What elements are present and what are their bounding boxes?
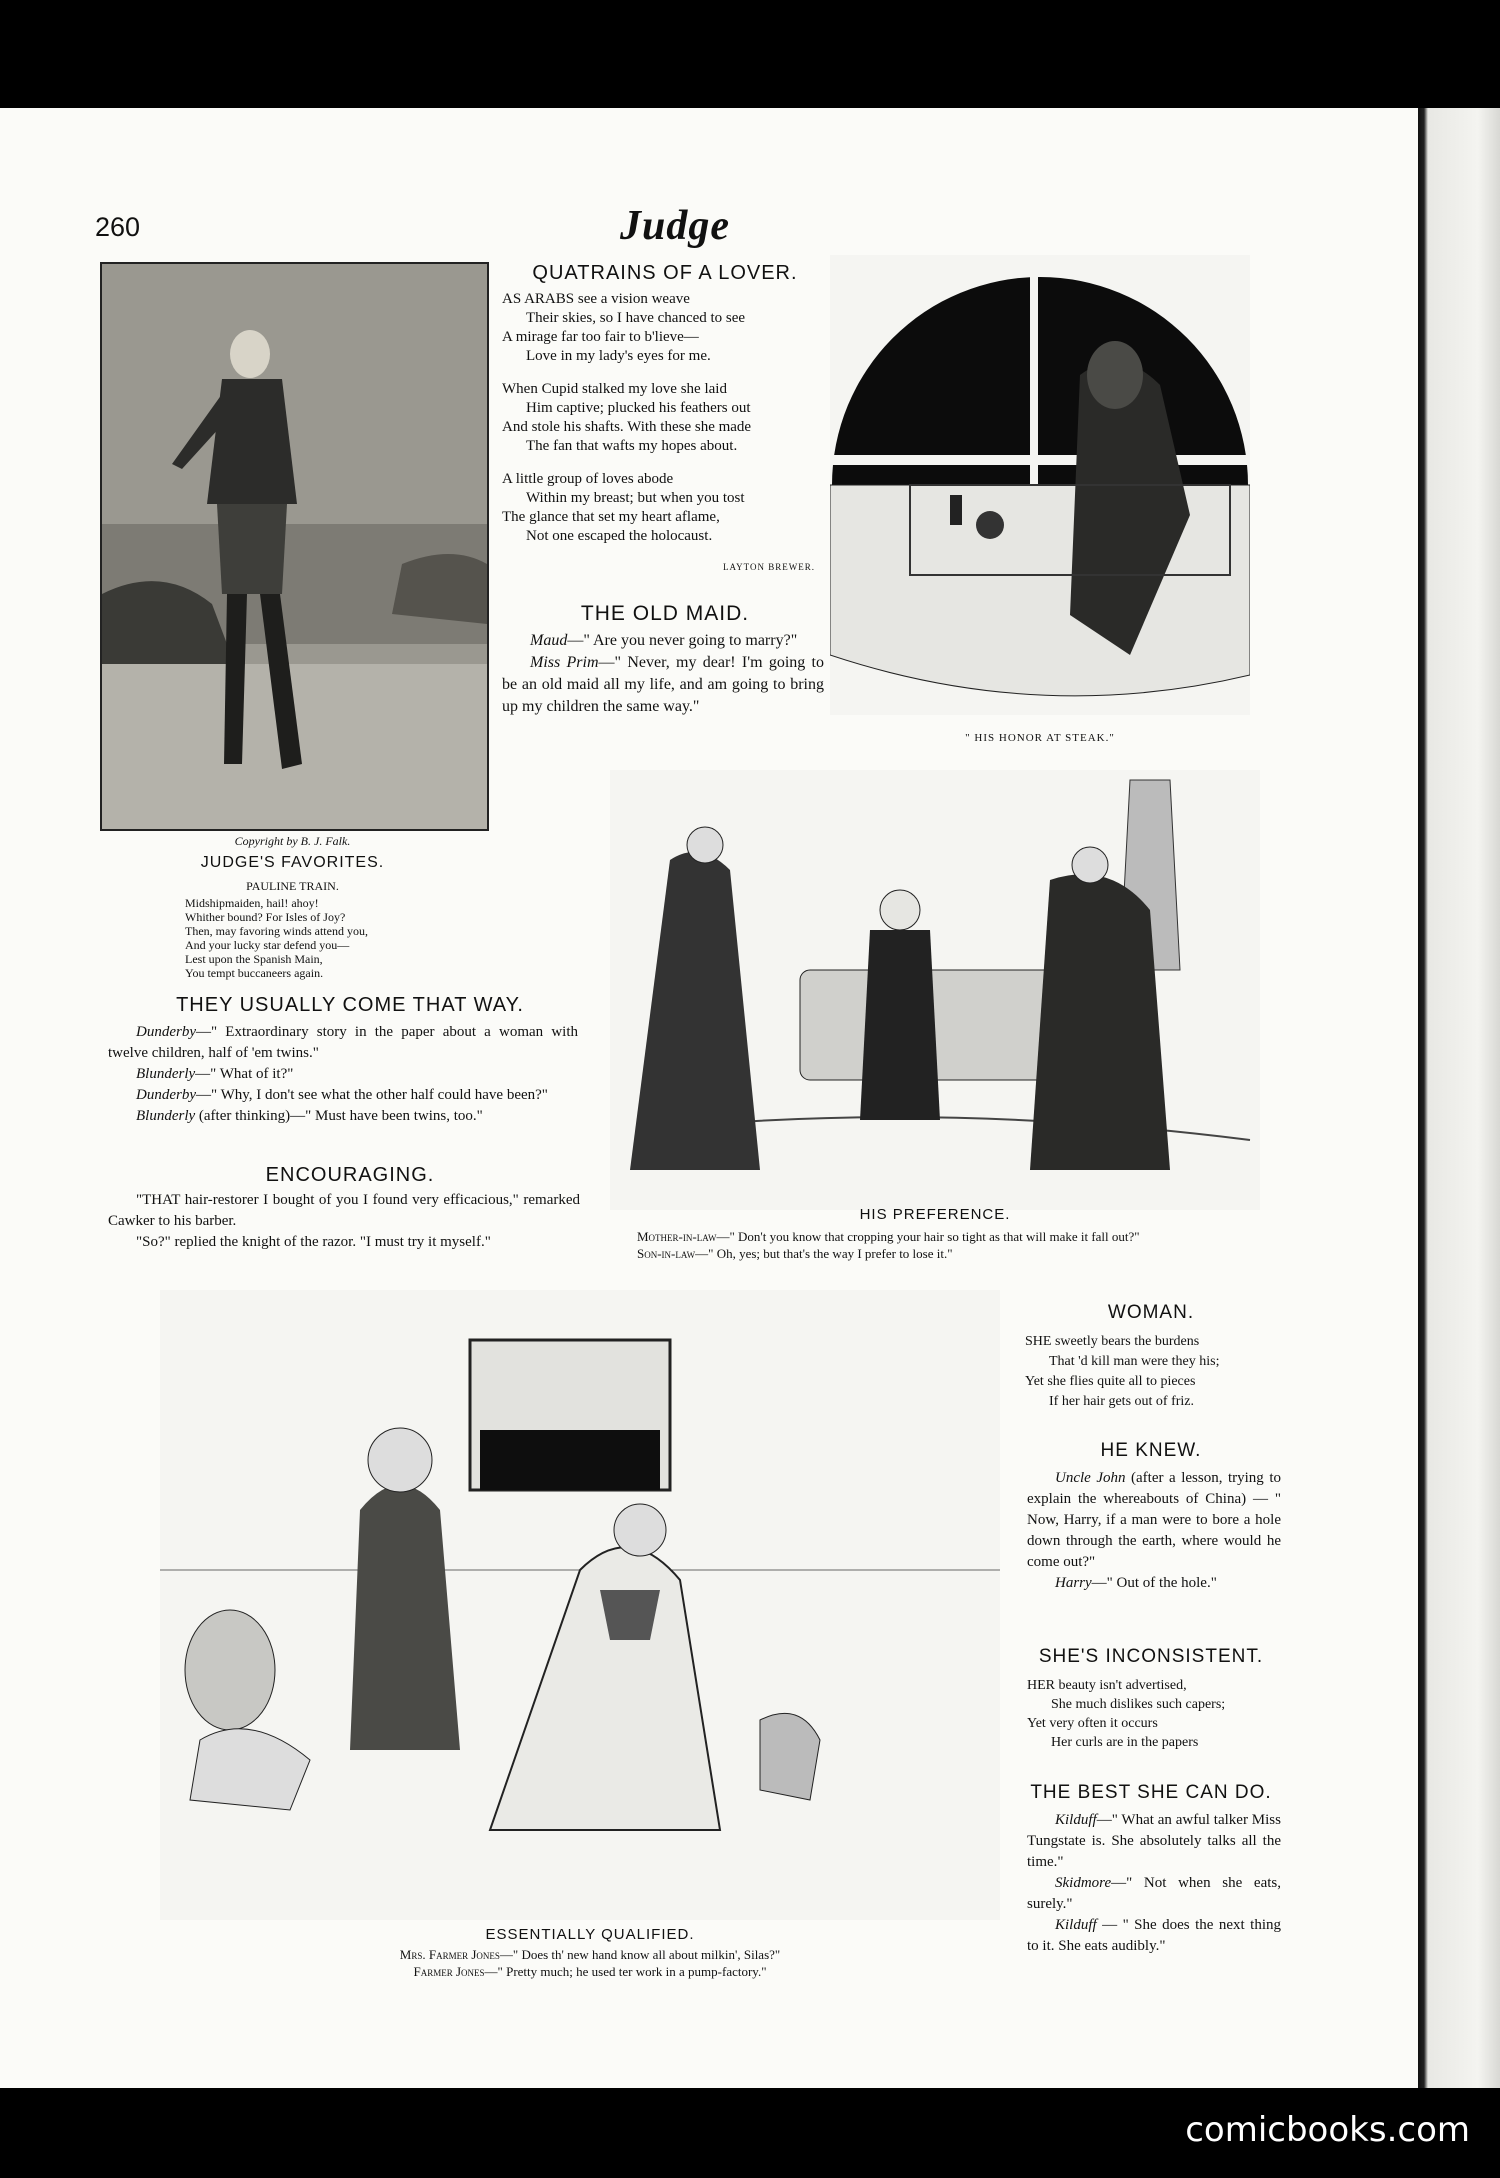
poem-line: Yet very often it occurs — [1027, 1716, 1158, 1731]
poem-line: Within my breast; but when you tost — [526, 490, 745, 506]
poem-line: Her curls are in the papers — [1051, 1735, 1199, 1750]
paragraph: "THAT hair-restorer I bought of you I found very efficacious," remarked Cawker to his barber. — [108, 1192, 580, 1229]
verse-line: And your lucky star defend you— — [185, 938, 350, 952]
verse-line: Lest upon the Spanish Main, — [185, 952, 323, 966]
poem-line: HER beauty isn't advertised, — [1027, 1678, 1187, 1693]
speaker: Skidmore — [1055, 1875, 1112, 1891]
dialogue: —" Why, I don't see what the other half could have been?" — [196, 1087, 548, 1103]
steak-caption: " HIS HONOR AT STEAK." — [965, 732, 1115, 744]
poem-line: The fan that wafts my hopes about. — [526, 438, 738, 454]
speaker: Uncle John — [1055, 1470, 1126, 1486]
dialogue: —" Does th' new hand know all about milkin', Silas?" — [499, 1947, 781, 1962]
qualified-dialogue — [200, 1946, 980, 1980]
poem-line: Yet she flies quite all to pieces — [1025, 1374, 1196, 1389]
dialogue: (after thinking)—" Must have been twins, too." — [195, 1108, 483, 1124]
favorites-verse — [185, 896, 485, 980]
dialogue: —" Are you never going to marry?" — [567, 632, 798, 649]
woman-poem — [1025, 1332, 1285, 1412]
dialogue: —" Oh, yes; but that's the way I prefer to lose it." — [695, 1246, 953, 1261]
preference-title: HIS PREFERENCE. — [859, 1206, 1011, 1223]
speaker: Farmer Jones — [413, 1964, 485, 1979]
his-honor-illustration — [830, 255, 1250, 715]
inconsistent-title: SHE'S INCONSISTENT. — [1038, 1646, 1264, 1667]
poem-line: If her hair gets out of friz. — [1049, 1394, 1194, 1409]
old-maid-text — [502, 630, 824, 718]
poem-line: When Cupid stalked my love she laid — [502, 381, 727, 397]
speaker: Dunderby — [136, 1087, 196, 1103]
best-text — [1027, 1810, 1281, 1957]
speaker: Mother-in-law — [637, 1229, 717, 1244]
dialogue: (after a lesson, trying to explain the whereabouts of China) — " Now, Harry, if a man were to bore a hole down through the earth, where would he come out?" — [1027, 1470, 1281, 1570]
speaker: Blunderly — [136, 1066, 196, 1082]
speaker: Mrs. Farmer Jones — [399, 1947, 500, 1962]
dialogue: —" Don't you know that cropping your hair so tight as that will make it fall out?" — [716, 1229, 1140, 1244]
poem-line: And stole his shafts. With these she made — [502, 419, 752, 435]
dialogue: —" Never, my dear! I'm going to be an old maid all my life, and am going to bring up my children the same way." — [502, 654, 825, 715]
poem-line: Him captive; plucked his feathers out — [526, 400, 751, 416]
poem-line: Love in my lady's eyes for me. — [526, 348, 711, 364]
dialogue: —" Not when she eats, surely." — [1027, 1875, 1281, 1912]
poem-line: AS ARABS see a vision weave — [502, 291, 690, 307]
speaker: Miss Prim — [530, 654, 599, 671]
dialogue: — " She does the next thing to it. She eats audibly." — [1027, 1917, 1281, 1954]
dialogue: —" What of it?" — [195, 1066, 294, 1082]
poem-line: Not one escaped the holocaust. — [526, 528, 713, 544]
qualified-title: ESSENTIALLY QUALIFIED. — [485, 1926, 695, 1943]
poem-line: A little group of loves abode — [502, 471, 674, 487]
preference-dialogue — [605, 1228, 1275, 1262]
verse-line: Whither bound? For Isles of Joy? — [185, 910, 346, 924]
pauline-train-photo — [100, 262, 489, 831]
speaker: Harry — [1055, 1575, 1092, 1591]
inconsistent-poem — [1027, 1676, 1285, 1752]
his-preference-illustration — [610, 770, 1260, 1210]
verse-line: Midshipmaiden, hail! ahoy! — [185, 896, 319, 910]
he-knew-text — [1027, 1468, 1281, 1594]
twins-text — [108, 1022, 578, 1127]
best-title: THE BEST SHE CAN DO. — [1030, 1782, 1272, 1803]
speaker: Kilduff — [1055, 1812, 1097, 1828]
twins-title: THEY USUALLY COME THAT WAY. — [176, 994, 524, 1016]
watermark: comicbooks.com — [1185, 2110, 1470, 2150]
dialogue: —" What an awful talker Miss Tungstate is. She absolutely talks all the time." — [1027, 1812, 1281, 1870]
speaker: Kilduff — [1055, 1917, 1097, 1933]
page-number: 260 — [95, 212, 141, 242]
dialogue: —" Out of the hole." — [1091, 1575, 1217, 1591]
verse-line: You tempt buccaneers again. — [185, 966, 324, 980]
poem-line: That 'd kill man were they his; — [1049, 1354, 1220, 1369]
woman-title: WOMAN. — [1107, 1302, 1195, 1323]
old-maid-title: THE OLD MAID. — [580, 602, 750, 625]
quatrains-author: LAYTON BREWER. — [722, 562, 815, 572]
favorites-title: JUDGE'S FAVORITES. — [200, 854, 385, 871]
dialogue: —" Pretty much; he used ter work in a pump-factory." — [484, 1964, 767, 1979]
quatrains-poem — [502, 290, 832, 546]
speaker: Blunderly — [136, 1108, 196, 1124]
quatrains-title: QUATRAINS OF A LOVER. — [532, 262, 798, 284]
paragraph: "So?" replied the knight of the razor. "I must try it myself." — [136, 1234, 491, 1250]
poem-line: The glance that set my heart aflame, — [502, 509, 720, 525]
dialogue: —" Extraordinary story in the paper about a woman with twelve children, half of 'em twins." — [108, 1024, 578, 1061]
favorites-subtitle: PAULINE TRAIN. — [246, 879, 339, 893]
photo-credit: Copyright by B. J. Falk. — [234, 834, 351, 848]
verse-line: Then, may favoring winds attend you, — [185, 924, 368, 938]
speaker: Dunderby — [136, 1024, 196, 1040]
he-knew-title: HE KNEW. — [1100, 1440, 1202, 1461]
encouraging-title: ENCOURAGING. — [265, 1164, 435, 1186]
masthead: Judge — [620, 203, 730, 249]
speaker: Maud — [530, 632, 568, 649]
speaker: Son-in-law — [637, 1246, 696, 1261]
encouraging-text — [108, 1190, 580, 1253]
page-spine — [1418, 108, 1500, 2088]
poem-line: She much dislikes such capers; — [1051, 1697, 1226, 1712]
poem-line: Their skies, so I have chanced to see — [526, 310, 746, 326]
essentially-qualified-illustration — [160, 1290, 1000, 1920]
poem-line: SHE sweetly bears the burdens — [1025, 1334, 1200, 1349]
poem-line: A mirage far too fair to b'lieve— — [502, 329, 699, 345]
